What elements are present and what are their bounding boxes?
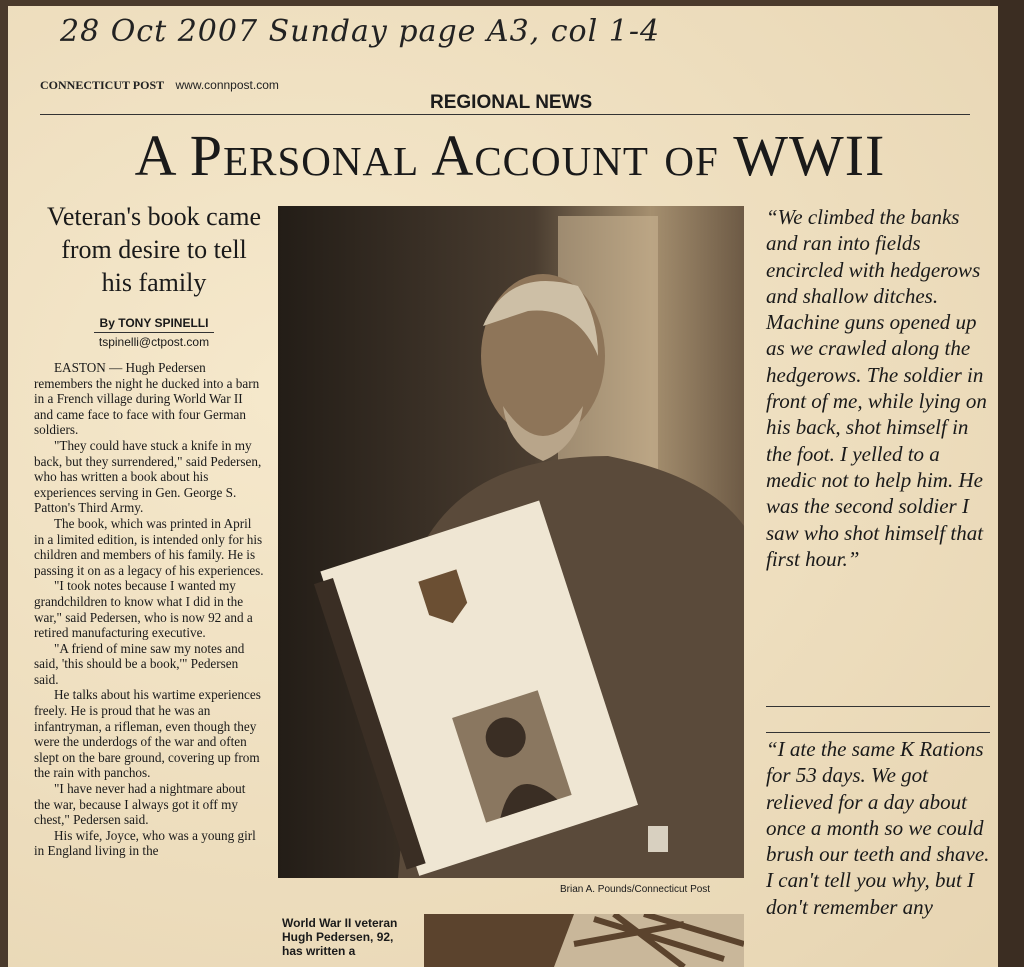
subheadline: Veteran's book came from desire to tell his family [46,202,262,297]
quote-divider [766,706,990,707]
newspaper-name: CONNECTICUT POST [40,78,165,92]
paragraph: He talks about his wartime experiences freely. He is proud that he was an infantryman, a rifleman, even though they were the underdogs of the war and often slept on the bare ground, covering up from the rain with panchos. [34,687,261,781]
quote-divider [766,732,990,733]
byline [44,316,264,349]
photo-caption: World War II veteran Hugh Pedersen, 92, has written a [282,916,398,958]
secondary-photo-illustration [424,914,744,967]
paragraph: "I took notes because I wanted my grandchildren to know what I did in the war," said Pedersen, who is now 92 and a retired manufacturing executive. [34,578,253,641]
pull-quote: “We climbed the banks and ran into fields encircled with hedgerows and shallow ditches. Machine guns opened up as we crawled along the hedgerows. The soldier in front of me, while lying on his back, shot himself in the foot. I yelled to a medic not to help him. He was the second soldier I saw who shot himself that first hour.” [766,205,987,571]
paragraph: "They could have stuck a knife in my back, but they surrendered," said Pedersen, who has written a book about his experiences serving in Gen. George S. Patton's Third Army. [34,437,262,516]
handwritten-date-note: 28 Oct 2007 Sunday page A3, col 1-4 [60,14,661,49]
section-label: REGIONAL NEWS [430,92,593,113]
headline: A Personal Account of WWII [134,123,886,188]
paragraph: His wife, Joyce, who was a young girl in England living in the [34,827,256,859]
paragraph: The book, which was printed in April in a limited edition, is intended only for his children and members of his family. He is passing it on as a legacy of his experiences. [34,515,264,578]
newspaper-url: www.connpost.com [175,78,279,92]
masthead [40,78,279,93]
secondary-photo [424,914,744,967]
paragraph: EASTON — Hugh Pedersen remembers the night he ducked into a barn in a French village during World War II and came face to face with four German soldiers. [34,360,260,438]
photo-illustration [278,206,744,878]
author-email: tspinelli@ctpost.com [98,335,210,349]
author-name: By TONY SPINELLI [99,316,209,330]
paragraph: "A friend of mine saw my notes and said, 'this should be a book,'" Pedersen said. [34,640,245,687]
header-rule [40,114,970,115]
paragraph: "I have never had a nightmare about the war, because I always got it off my chest," Pedersen said. [34,781,246,828]
byline-rule [94,332,214,333]
article-body [34,360,264,859]
pull-quote: “I ate the same K Rations for 53 days. We got relieved for a day about once a month so we could brush our teeth and shave. I can't tell you why, but I don't remember any [766,737,990,919]
veteran-photo [278,206,744,878]
photo-credit: Brian A. Pounds/Connecticut Post [560,884,711,895]
